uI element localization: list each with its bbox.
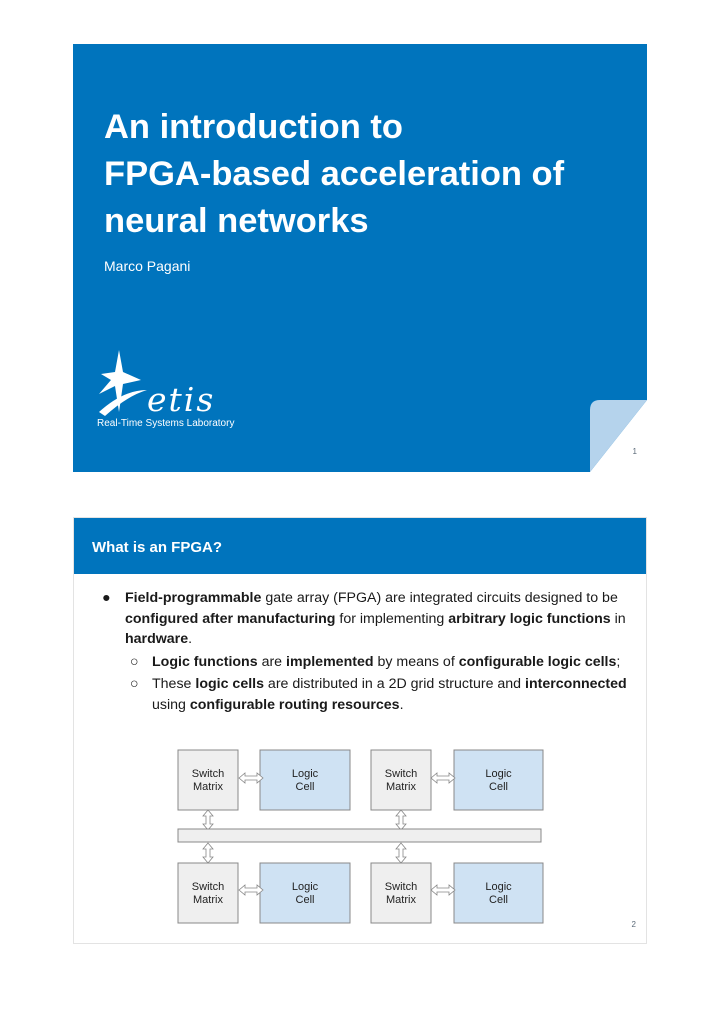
label-line: Matrix: [193, 781, 223, 793]
label-line: Logic: [485, 881, 512, 893]
logic-cell-label: [260, 881, 350, 907]
routing-bus: [178, 829, 541, 842]
switch-matrix-label: [178, 881, 238, 907]
switch-matrix-label: [371, 768, 431, 794]
double-arrow-icon: [431, 885, 455, 895]
vertical-arrow-icon: [396, 843, 406, 863]
text-span: These: [152, 676, 196, 692]
circle-bullet-icon: ○: [130, 653, 139, 670]
label-line: Switch: [191, 768, 225, 780]
switch-matrix-label: [178, 768, 238, 794]
label-line: Cell: [489, 781, 508, 793]
content-slide: [73, 517, 647, 944]
vertical-arrow-icon: [203, 810, 213, 830]
circle-bullet-icon: ○: [130, 676, 139, 692]
term-configured: configured after manufacturing: [125, 610, 336, 627]
slide-title: What is an FPGA?: [92, 539, 223, 556]
vertical-arrow-icon: [396, 810, 406, 830]
term-routing-resources: configurable routing resources: [189, 696, 400, 713]
page-number: 2: [631, 920, 636, 929]
label-line: Matrix: [193, 894, 223, 906]
title-line-1: An introduction to: [104, 108, 403, 146]
label-line: Cell: [295, 894, 315, 906]
retis-logo: [97, 350, 277, 440]
text-span: .: [188, 631, 193, 647]
text-span: gate array (FPGA) are integrated circuits designed to be: [261, 590, 618, 606]
term-interconnected: interconnected: [525, 676, 627, 692]
label-line: Switch: [384, 768, 418, 780]
label-line: Cell: [295, 781, 315, 793]
label-line: Switch: [384, 881, 418, 893]
label-line: Logic: [291, 768, 319, 780]
term-field-programmable: Field-programmable: [125, 590, 262, 606]
text-span: .: [399, 696, 404, 713]
label-line: Logic: [291, 881, 319, 893]
term-logic-cells: logic cells: [195, 676, 264, 692]
logic-cell-label: [454, 881, 543, 907]
text-span: by means of: [373, 653, 459, 670]
label-line: Matrix: [386, 781, 416, 793]
bullet-dot-icon: ●: [102, 590, 111, 606]
term-hardware: hardware: [125, 631, 189, 647]
term-arbitrary-logic: arbitrary logic functions: [448, 610, 611, 627]
logic-cell-label: [454, 768, 543, 794]
slide-title: [104, 104, 624, 245]
title-line-2: FPGA-based acceleration of: [104, 155, 565, 193]
term-logic-functions: Logic functions: [152, 653, 258, 670]
switch-matrix-label: [371, 881, 431, 907]
text-span: for implementing: [335, 610, 449, 627]
term-implemented: implemented: [286, 653, 374, 670]
title-slide: [73, 44, 647, 472]
label-line: Switch: [191, 881, 225, 893]
label-line: Logic: [485, 768, 512, 780]
fpga-grid-diagram: [74, 518, 647, 944]
term-configurable-logic-cells: configurable logic cells: [458, 653, 617, 670]
text-span: in: [610, 610, 626, 627]
logo-subtitle: Real-Time Systems Laboratory: [97, 418, 235, 429]
vertical-arrow-icon: [203, 843, 213, 863]
title-line-3: neural networks: [104, 202, 369, 240]
text-span: are distributed in a 2D grid structure and: [263, 676, 526, 692]
label-line: Cell: [489, 894, 508, 906]
text-span: using: [152, 696, 190, 713]
text-span: ;: [616, 653, 621, 670]
page-number: 1: [632, 447, 637, 456]
double-arrow-icon: [431, 773, 455, 783]
logo-wordmark: etis: [147, 380, 216, 419]
author-name: Marco Pagani: [104, 258, 191, 274]
logic-cell-label: [260, 768, 350, 794]
text-span: are: [257, 653, 287, 670]
label-line: Matrix: [386, 894, 416, 906]
page-curl-decoration: [590, 400, 647, 472]
